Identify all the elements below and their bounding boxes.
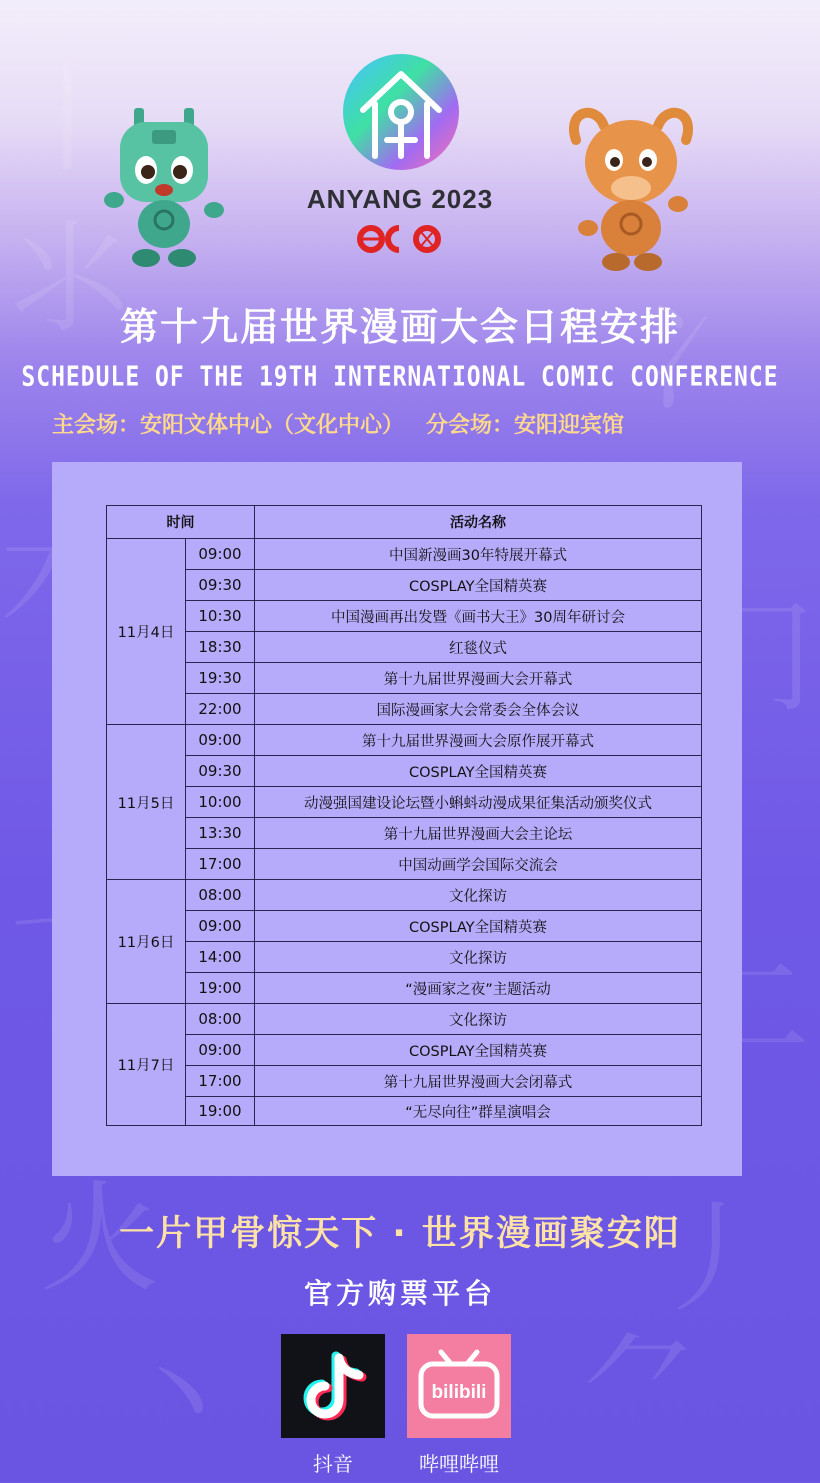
event-cell: 文化探访 (255, 942, 702, 973)
time-cell: 08:00 (186, 1004, 255, 1035)
venue-sub: 分会场：安阳迎宾馆 (426, 413, 625, 438)
table-row (107, 632, 702, 663)
page-title: 第十九届世界漫画大会日程安排 (119, 305, 680, 349)
table-row (107, 1004, 702, 1035)
table-row (107, 756, 702, 787)
table-row (107, 911, 702, 942)
table-row (107, 942, 702, 973)
table-row (107, 539, 702, 570)
table-header-row (107, 506, 702, 539)
event-cell: 第十九届世界漫画大会主论坛 (255, 818, 702, 849)
bilibili-label[interactable]: 哔哩哔哩 (419, 1452, 499, 1476)
bilibili-icon[interactable] (407, 1334, 511, 1438)
date-cell: 11月6日 (107, 880, 186, 1004)
date-cell: 11月4日 (107, 539, 186, 725)
time-cell: 22:00 (186, 694, 255, 725)
table-row (107, 849, 702, 880)
mascot-right (566, 100, 696, 272)
event-cell: 文化探访 (255, 880, 702, 911)
time-cell: 19:00 (186, 1097, 255, 1126)
brand-text: ANYANG 2023 (306, 184, 494, 214)
table-row (107, 663, 702, 694)
date-cell: 11月5日 (107, 725, 186, 880)
event-cell: COSPLAY全国精英赛 (255, 1035, 702, 1066)
table-row (107, 1035, 702, 1066)
table-row (107, 570, 702, 601)
time-cell: 13:30 (186, 818, 255, 849)
schedule-table (106, 505, 702, 1126)
event-cell: 中国新漫画30年特展开幕式 (255, 539, 702, 570)
table-row (107, 1097, 702, 1126)
douyin-app-link[interactable] (281, 1334, 385, 1477)
event-cell: 中国漫画再出发暨《画书大王》30周年研讨会 (255, 601, 702, 632)
time-cell: 09:30 (186, 756, 255, 787)
bilibili-logo-text: bilibili (431, 1382, 487, 1403)
event-cell: 第十九届世界漫画大会原作展开幕式 (255, 725, 702, 756)
time-cell: 09:00 (186, 1035, 255, 1066)
time-cell: 17:00 (186, 849, 255, 880)
table-row (107, 973, 702, 1004)
event-cell: 第十九届世界漫画大会闭幕式 (255, 1066, 702, 1097)
event-cell: 红毯仪式 (255, 632, 702, 663)
event-cell: COSPLAY全国精英赛 (255, 570, 702, 601)
event-cell: 文化探访 (255, 1004, 702, 1035)
time-cell: 18:30 (186, 632, 255, 663)
conference-logo (341, 52, 461, 172)
table-row (107, 725, 702, 756)
header-time: 时间 (107, 506, 255, 539)
time-cell: 14:00 (186, 942, 255, 973)
time-cell: 10:00 (186, 787, 255, 818)
table-row (107, 787, 702, 818)
time-cell: 09:00 (186, 911, 255, 942)
slogan: 一片甲骨惊天下 · 世界漫画聚安阳 (119, 1214, 681, 1254)
background-pattern: ⼁ ⺢ ⼎ ⺆ ⼆ ⽕ ⼃ ⼂ ⺈ (8, 50, 820, 1469)
mascot-left (100, 108, 228, 268)
time-cell: 19:00 (186, 973, 255, 1004)
time-cell: 09:30 (186, 570, 255, 601)
venue-main: 主会场：安阳文体中心（文化中心） (52, 413, 405, 438)
table-row (107, 880, 702, 911)
date-cell: 11月7日 (107, 1004, 186, 1126)
event-cell: COSPLAY全国精英赛 (255, 911, 702, 942)
event-cell: “无尽向往”群星演唱会 (255, 1097, 702, 1126)
event-cell: 第十九届世界漫画大会开幕式 (255, 663, 702, 694)
aco-logo (355, 220, 447, 258)
table-row (107, 818, 702, 849)
douyin-label[interactable]: 抖音 (313, 1452, 353, 1476)
ticket-platform-title: 官方购票平台 (303, 1277, 496, 1310)
event-cell: COSPLAY全国精英赛 (255, 756, 702, 787)
venue-line (52, 408, 752, 439)
table-row (107, 1066, 702, 1097)
table-row (107, 601, 702, 632)
time-cell: 08:00 (186, 880, 255, 911)
bilibili-app-link[interactable] (407, 1334, 511, 1477)
event-cell: “漫画家之夜”主题活动 (255, 973, 702, 1004)
event-cell: 动漫强国建设论坛暨小蝌蚪动漫成果征集活动颁奖仪式 (255, 787, 702, 818)
event-cell: 中国动画学会国际交流会 (255, 849, 702, 880)
table-row (107, 694, 702, 725)
time-cell: 09:00 (186, 725, 255, 756)
header-event: 活动名称 (255, 506, 702, 539)
page-subtitle: SCHEDULE OF THE 19TH INTERNATIONAL COMIC CONFERENCE (21, 361, 779, 393)
douyin-icon[interactable] (281, 1334, 385, 1438)
time-cell: 17:00 (186, 1066, 255, 1097)
time-cell: 19:30 (186, 663, 255, 694)
time-cell: 09:00 (186, 539, 255, 570)
time-cell: 10:30 (186, 601, 255, 632)
event-cell: 国际漫画家大会常委会全体会议 (255, 694, 702, 725)
